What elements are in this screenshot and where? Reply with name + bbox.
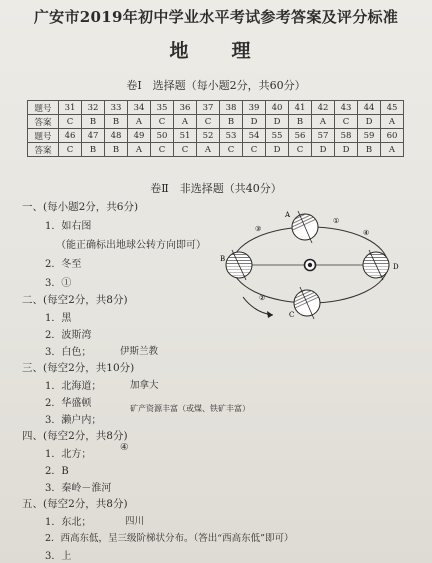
answer-table-cell: B bbox=[220, 115, 243, 129]
s3-item1-answer: 加拿大 bbox=[130, 380, 159, 391]
answer-table-cell: 31 bbox=[59, 101, 82, 115]
answer-table-cell: 57 bbox=[312, 129, 335, 143]
answer-table-cell: 43 bbox=[335, 101, 358, 115]
s2-item2: 2．波斯湾 bbox=[45, 330, 92, 341]
answer-table-cell: C bbox=[197, 115, 220, 129]
answer-table-cell: C bbox=[59, 115, 82, 129]
answer-table-cell: 46 bbox=[59, 129, 82, 143]
answer-table-cell: A bbox=[128, 115, 151, 129]
label-n3: ③ bbox=[255, 225, 262, 233]
answer-table-cell: A bbox=[381, 115, 404, 129]
answer-table-cell: 40 bbox=[266, 101, 289, 115]
answer-table-row-header: 答案 bbox=[28, 143, 59, 157]
s2-item1: 1．黑 bbox=[45, 313, 72, 324]
s3-item3: 3．濑户内； bbox=[45, 415, 102, 426]
arrow-head-icon bbox=[267, 311, 273, 318]
answer-table-cell: C bbox=[59, 143, 82, 157]
earth-a-icon bbox=[288, 210, 318, 243]
answer-table-row bbox=[28, 143, 404, 157]
label-c: C bbox=[289, 311, 295, 319]
s4-item1: 1．北方； bbox=[45, 449, 92, 460]
answer-table-row bbox=[28, 101, 404, 115]
s2-item3: 3．白色； bbox=[45, 347, 92, 358]
answer-table-cell: D bbox=[335, 143, 358, 157]
answer-table bbox=[27, 100, 404, 157]
answer-table-cell: 53 bbox=[220, 129, 243, 143]
answer-table-cell: 58 bbox=[335, 129, 358, 143]
label-a: A bbox=[285, 211, 291, 219]
subject-title: 地 理 bbox=[169, 40, 263, 62]
answer-table-row-header: 题号 bbox=[28, 129, 59, 143]
earth-b-icon bbox=[226, 250, 252, 280]
s1-item1: 1．如右图 bbox=[45, 221, 92, 232]
answer-table-cell: C bbox=[151, 143, 174, 157]
answer-table-cell: C bbox=[335, 115, 358, 129]
answer-table-cell: 50 bbox=[151, 129, 174, 143]
label-n4: ④ bbox=[363, 229, 370, 237]
s3-item3-answer: 矿产资源丰富（或煤、铁矿丰富） bbox=[130, 404, 250, 413]
s5-item1-answer: 四川 bbox=[125, 516, 145, 527]
answer-table-cell: 47 bbox=[82, 129, 105, 143]
answer-table-cell: 34 bbox=[128, 101, 151, 115]
answer-table-cell: B bbox=[289, 115, 312, 129]
answer-table-cell: D bbox=[243, 115, 266, 129]
s5-item2: 2．西高东低，呈三级阶梯状分布。（答出“西高东低”即可） bbox=[45, 533, 294, 544]
answer-table-cell: A bbox=[312, 115, 335, 129]
answer-table-cell: A bbox=[197, 143, 220, 157]
part1-heading: 卷Ⅰ 选择题（每小题2分，共60分） bbox=[126, 79, 306, 92]
answer-table-cell: D bbox=[358, 115, 381, 129]
answer-table-cell: D bbox=[312, 143, 335, 157]
s2-heading: 二、(每空2分，共8分) bbox=[22, 294, 128, 306]
answer-table-cell: 38 bbox=[220, 101, 243, 115]
label-n2: ② bbox=[259, 294, 266, 302]
answer-table-cell: 44 bbox=[358, 101, 381, 115]
earth-orbit-diagram bbox=[215, 205, 415, 323]
answer-table-cell: 36 bbox=[174, 101, 197, 115]
s4-item3: 3．秦岭－淮河 bbox=[45, 483, 112, 494]
answer-table-cell: A bbox=[174, 115, 197, 129]
answer-table-cell: C bbox=[243, 143, 266, 157]
answer-table-cell: 35 bbox=[151, 101, 174, 115]
s1-item1-note: （能正确标出地球公转方向即可） bbox=[56, 240, 206, 251]
answer-table-cell: B bbox=[105, 115, 128, 129]
answer-table-cell: 54 bbox=[243, 129, 266, 143]
answer-table-row bbox=[28, 129, 404, 143]
s1-item3: 3．① bbox=[45, 278, 72, 289]
answer-table-cell: 56 bbox=[289, 129, 312, 143]
answer-table-cell: B bbox=[358, 143, 381, 157]
answer-table-cell: 55 bbox=[266, 129, 289, 143]
answer-table-cell: 49 bbox=[128, 129, 151, 143]
answer-table-cell: B bbox=[82, 143, 105, 157]
answer-table-cell: D bbox=[266, 143, 289, 157]
s3-item2: 2．华盛顿 bbox=[45, 398, 92, 409]
answer-table-cell: C bbox=[174, 143, 197, 157]
answer-table-cell: B bbox=[82, 115, 105, 129]
answer-table-cell: A bbox=[381, 143, 404, 157]
s2-item3-answer: 伊斯兰教 bbox=[120, 346, 159, 357]
answer-table-cell: 51 bbox=[174, 129, 197, 143]
answer-table-cell: 41 bbox=[289, 101, 312, 115]
answer-table-row bbox=[28, 115, 404, 129]
label-b: B bbox=[220, 255, 226, 263]
answer-table-cell: 48 bbox=[105, 129, 128, 143]
answer-table-cell: 33 bbox=[105, 101, 128, 115]
answer-table-cell: 59 bbox=[358, 129, 381, 143]
part2-heading: 卷Ⅱ 非选择题（共40分） bbox=[150, 182, 282, 195]
answer-table-cell: C bbox=[289, 143, 312, 157]
answer-table-cell: 39 bbox=[243, 101, 266, 115]
s5-item1: 1．东北； bbox=[45, 517, 92, 528]
s5-heading: 五、(每空2分，共8分) bbox=[22, 498, 128, 510]
answer-table-cell: D bbox=[266, 115, 289, 129]
s3-heading: 三、(每空2分，共10分) bbox=[22, 362, 135, 374]
s4-item1-answer: ④ bbox=[120, 442, 129, 453]
answer-table-cell: B bbox=[105, 143, 128, 157]
s1-item2: 2．冬至 bbox=[45, 259, 82, 270]
answer-table-cell: 60 bbox=[381, 129, 404, 143]
answer-table-cell: 45 bbox=[381, 101, 404, 115]
document-title: 广安市2019年初中学业水平考试参考答案及评分标准 bbox=[33, 8, 399, 26]
label-d: D bbox=[393, 263, 399, 271]
s1-heading: 一、(每小题2分，共6分) bbox=[22, 201, 139, 213]
answer-table-cell: 52 bbox=[197, 129, 220, 143]
answer-table-cell: 37 bbox=[197, 101, 220, 115]
s4-heading: 四、(每空2分，共8分) bbox=[22, 430, 128, 442]
answer-table-row-header: 题号 bbox=[28, 101, 59, 115]
answer-table-cell: C bbox=[220, 143, 243, 157]
answer-table-cell: C bbox=[151, 115, 174, 129]
s3-item1: 1．北海道； bbox=[45, 381, 102, 392]
label-n1: ① bbox=[333, 217, 340, 225]
answer-table-cell: 32 bbox=[82, 101, 105, 115]
answer-table-cell: 42 bbox=[312, 101, 335, 115]
s4-item2: 2．B bbox=[45, 466, 69, 477]
answer-table-cell: A bbox=[128, 143, 151, 157]
s5-item3: 3．上 bbox=[45, 551, 72, 562]
answer-table-row-header: 答案 bbox=[28, 115, 59, 129]
